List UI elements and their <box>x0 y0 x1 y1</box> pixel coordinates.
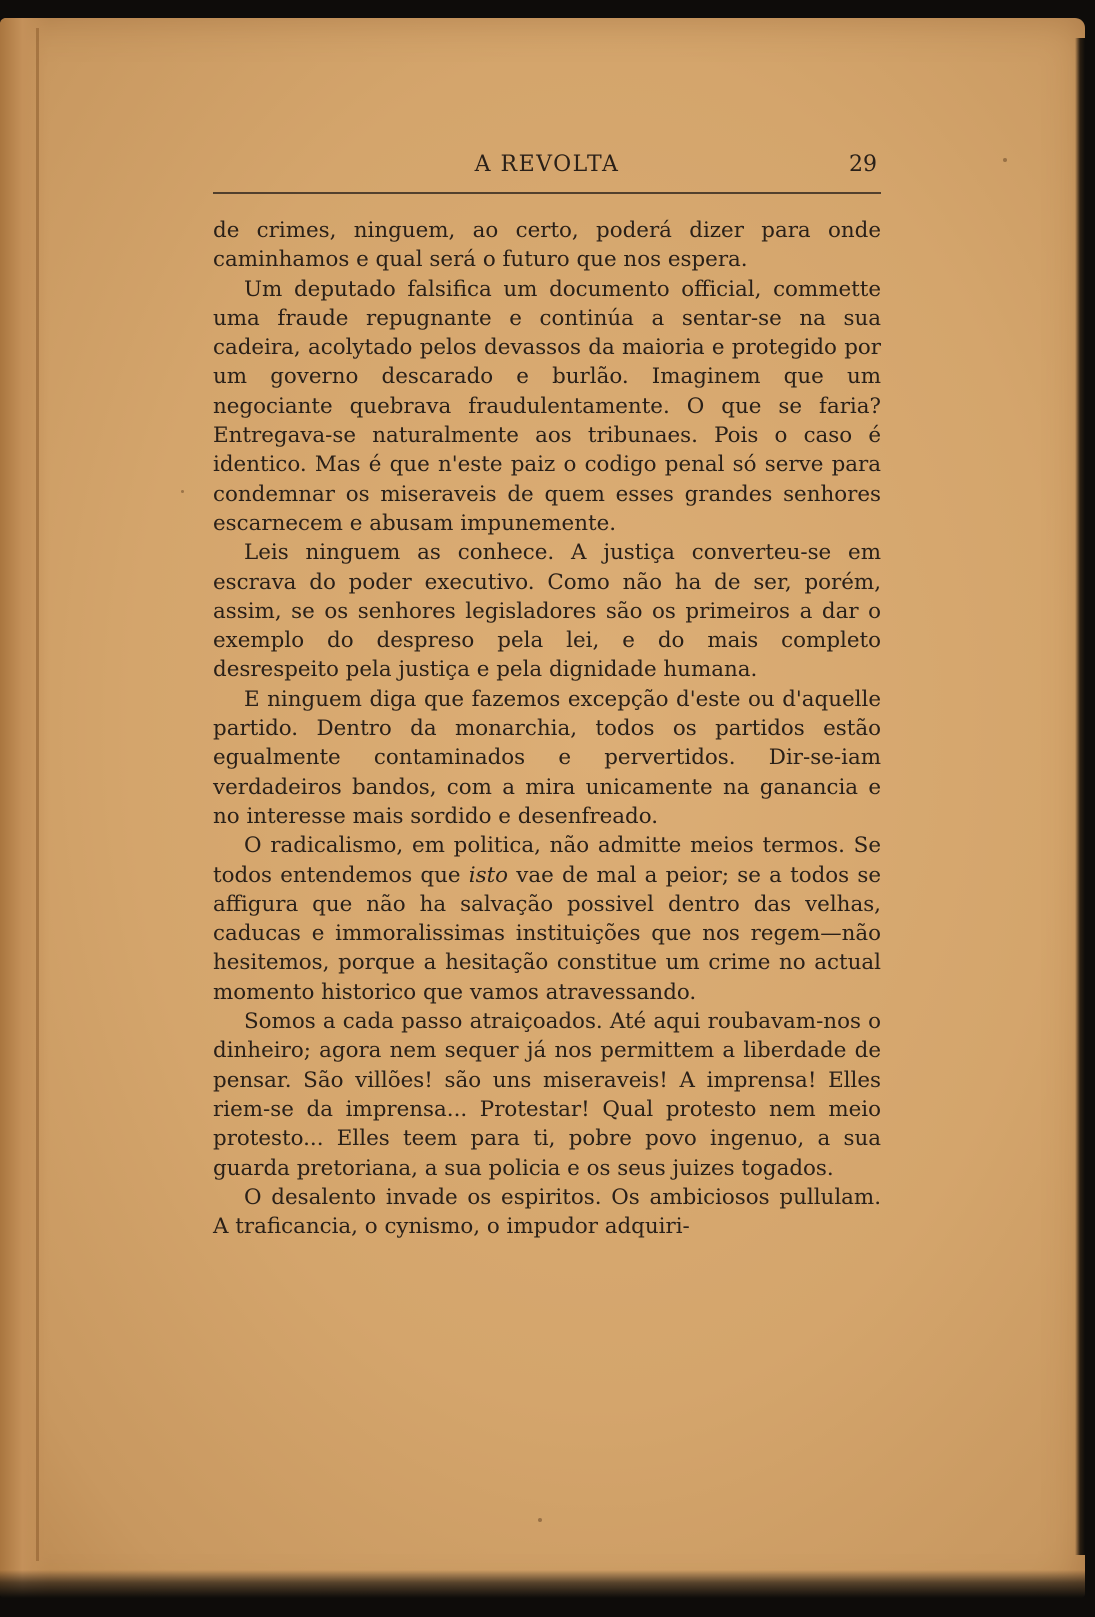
paragraph: Leis ninguem as conhece. A justiça converteu-se em escrava do poder executivo. Como não ha de ser, porém, assim, se os senhores legisladores são os primeiros a dar o exemplo do despreso pela lei, e do mais completo desrespeito pela justiça e pela dignidade humana. <box>213 540 881 683</box>
paragraph: Um deputado falsifica um documento official, commette uma fraude repugnante e continúa a sentar-se na sua cadeira, acolytado pelos devassos da maioria e protegido por um governo descarado e burlão. Imaginem que um negociante quebrava fraudulentamente. O que se faria? Entregava-se naturalmente aos tribunaes. Pois o caso é identico. Mas é que n'este paiz o codigo penal só serve para condemnar os miseraveis de quem esses grandes senhores escarnecem e abusam impunemente. <box>213 276 881 536</box>
paragraph: Somos a cada passo atraiçoados. Até aqui roubavam-nos o dinheiro; agora nem sequer já nos permittem a liberdade de pensar. São villões! são uns miseraveis! A imprensa! Elles riem-se da imprensa... Protestar! Qual protesto nem meio protesto... Elles teem para ti, pobre povo ingenuo, a sua guarda pretoriana, a sua policia e os seus juizes togados. <box>213 1009 881 1181</box>
page-bottom-edge <box>0 1570 1085 1598</box>
paragraph-text: vae de mal a peior; se a todos se affigura que não ha salvação possivel dentro das velhas, caducas e immoralissimas instituições que nos regem—não hesitemos, porque a hesitação constitue um crime no actual momento historico que vamos atravessando. <box>213 862 881 1005</box>
paragraph <box>213 831 881 1007</box>
paragraph: de crimes, ninguem, ao certo, poderá dizer para onde caminhamos e qual será o futuro que nos espera. <box>213 218 881 273</box>
header-rule <box>213 192 881 194</box>
page-right-edge <box>1075 38 1085 1555</box>
page-header <box>213 152 881 192</box>
paper-speck <box>1003 158 1007 162</box>
paragraph: E ninguem diga que fazemos excepção d'este ou d'aquelle partido. Dentro da monarchia, todos os partidos estão egualmente contaminados e pervertidos. Dir-se-iam verdadeiros bandos, com a mira unicamente na ganancia e no interesse mais sordido e desenfreado. <box>213 686 881 829</box>
italic-word: isto <box>468 862 509 888</box>
running-head: A REVOLTA <box>474 152 620 177</box>
body-text <box>213 216 881 1241</box>
paragraph: O desalento invade os espiritos. Os ambiciosos pullulam. A traficancia, o cynismo, o impudor adquiri- <box>213 1184 881 1240</box>
page-gutter-shadow <box>0 18 50 1598</box>
paragraph-text: O radicalismo, em politica, não admitte meios termos. Se todos entendemos que <box>213 833 881 888</box>
page-binding-edge <box>36 28 39 1561</box>
paper-speck <box>181 490 184 493</box>
paper-speck <box>538 1518 542 1522</box>
page-number: 29 <box>849 152 877 177</box>
